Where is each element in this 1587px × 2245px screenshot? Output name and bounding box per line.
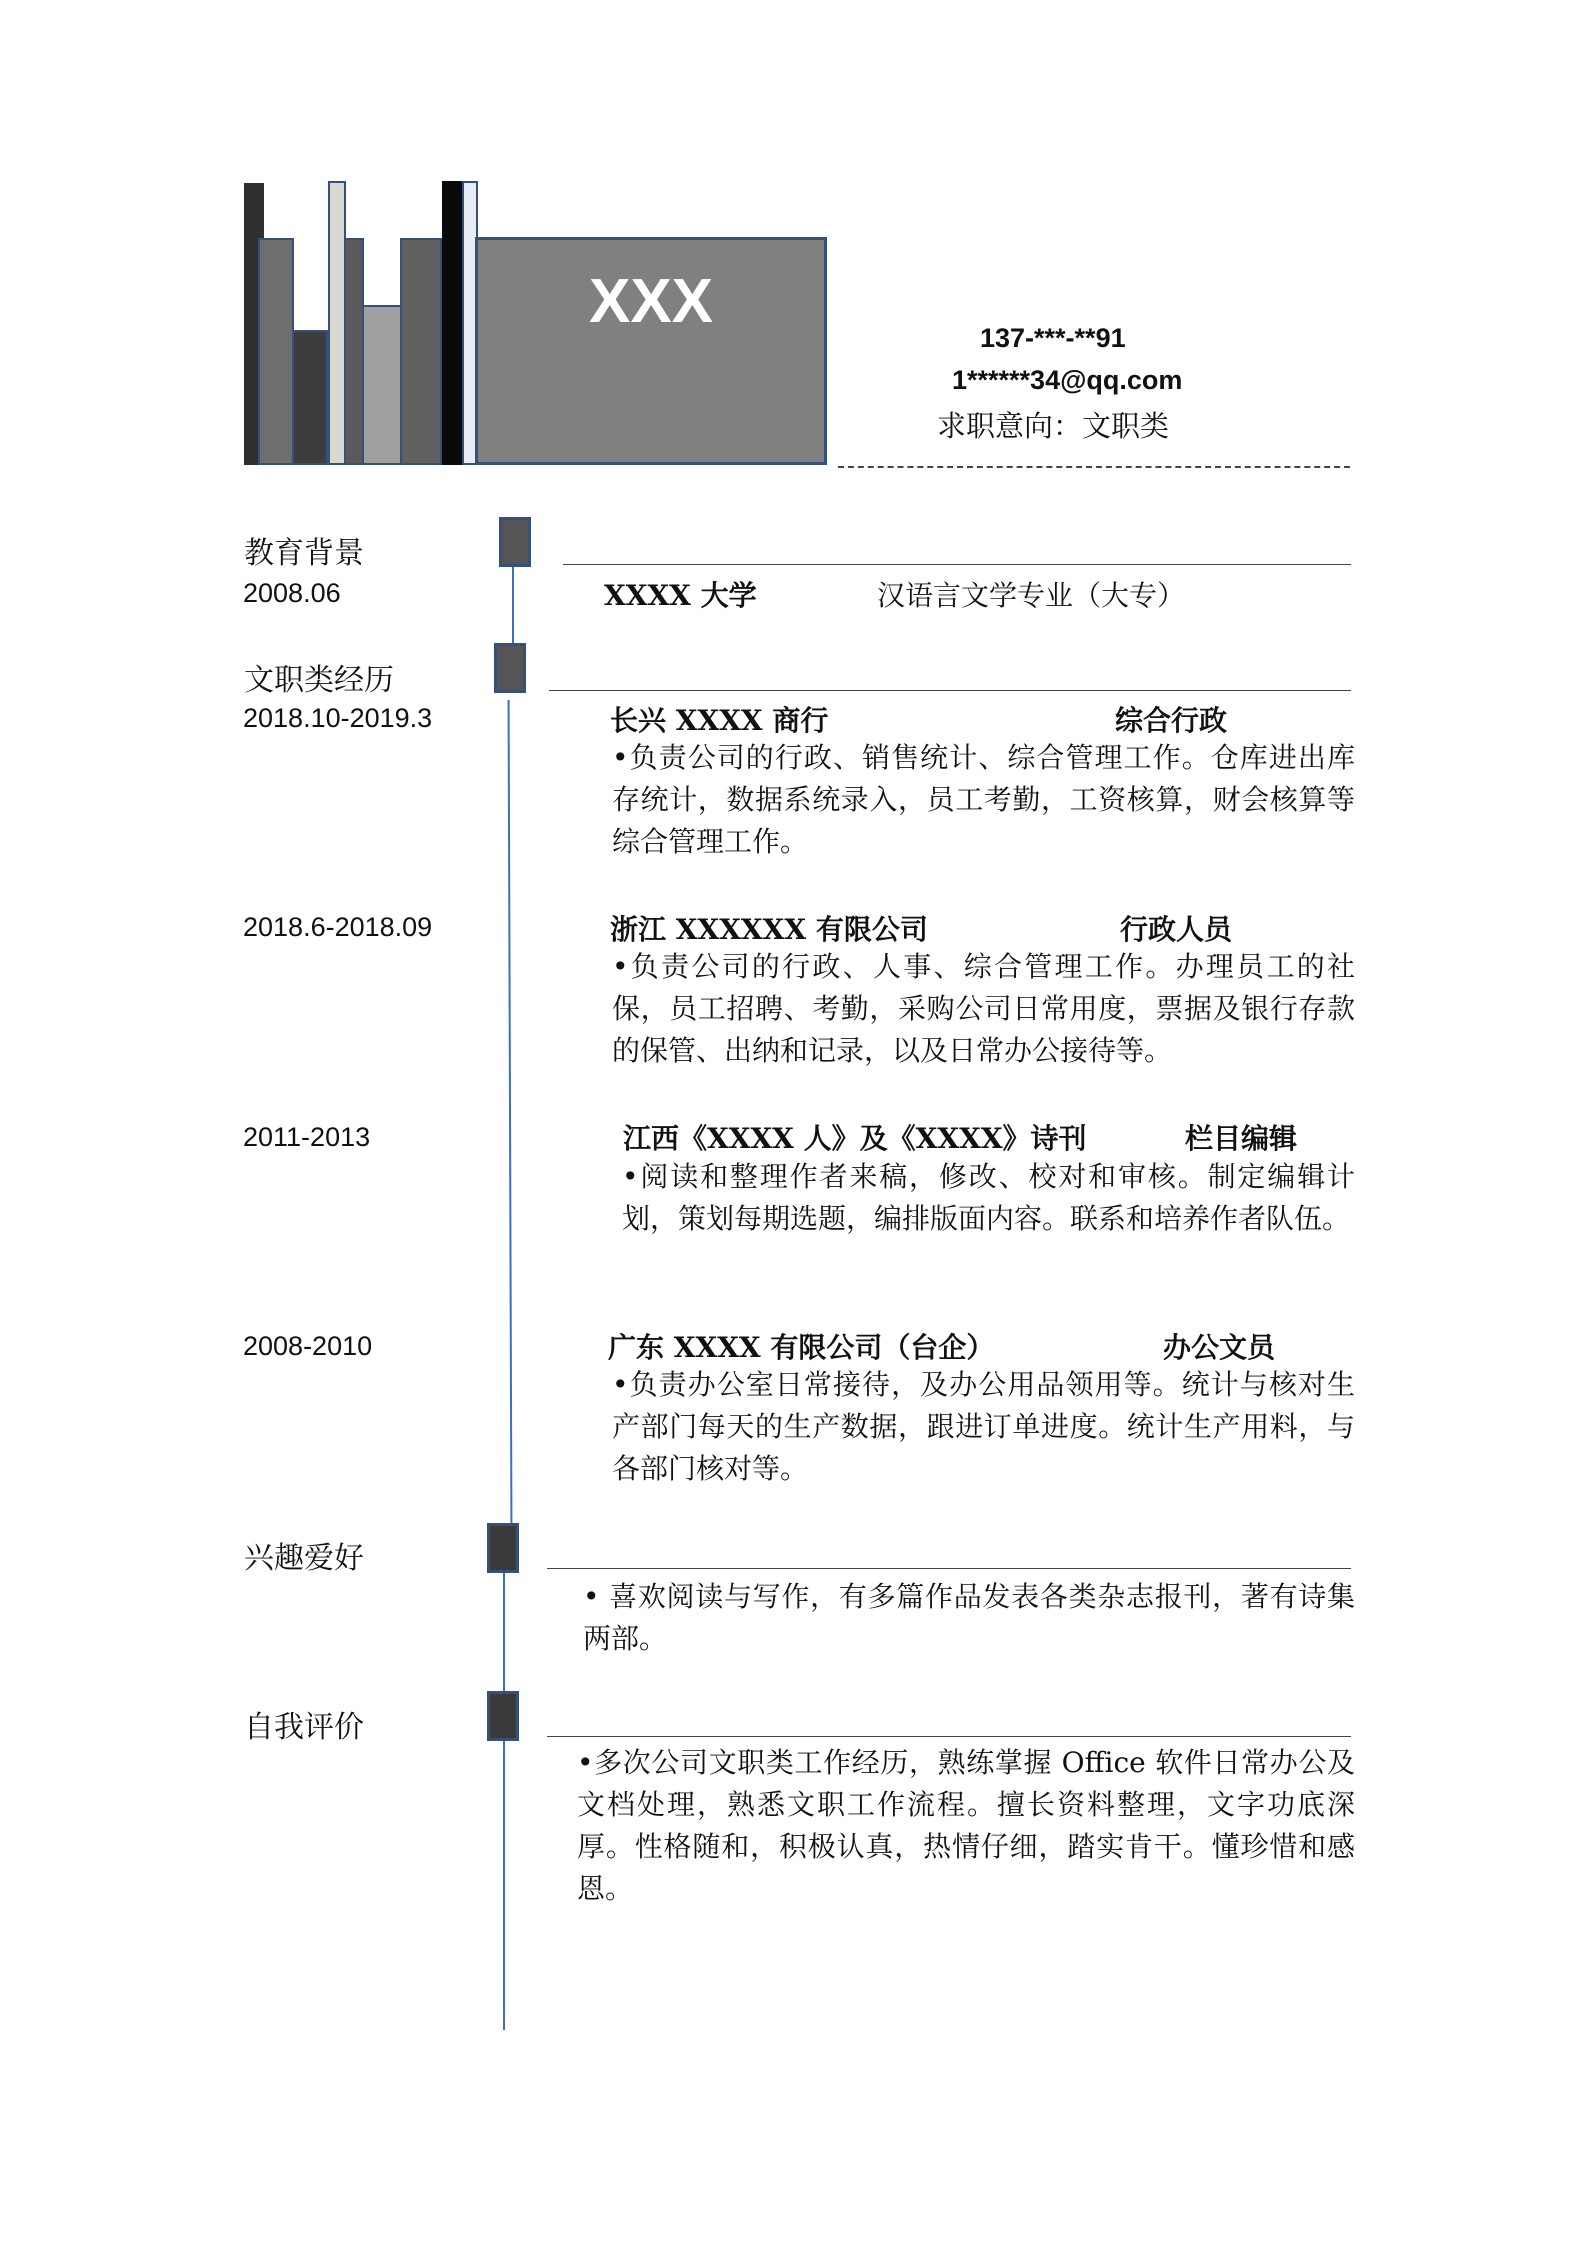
experience-date: 2018.10-2019.3: [243, 703, 433, 733]
education-school: XXXX 大学: [604, 579, 757, 612]
candidate-name: XXX: [588, 266, 714, 336]
experience-role: 栏目编辑: [1185, 1122, 1298, 1155]
section-marker-self-eval: [487, 1691, 519, 1741]
experience-role: 行政人员: [1120, 913, 1233, 946]
section-divider-self-eval: [547, 1736, 1351, 1737]
section-title-experience: 文职类经历: [244, 663, 394, 698]
section-marker-education: [499, 517, 531, 567]
section-title-hobbies: 兴趣爱好: [244, 1541, 364, 1576]
email: 1******34@qq.com: [952, 365, 1183, 395]
section-marker-experience: [494, 643, 526, 693]
decor-bar-2: [258, 238, 294, 465]
name-box: [475, 237, 827, 465]
phone: 137-***-**91: [980, 323, 1126, 353]
section-marker-hobbies: [487, 1523, 519, 1573]
experience-company: 浙江 XXXXXX 有限公司: [610, 913, 928, 946]
decor-bar-3: [292, 330, 328, 465]
experience-description: •负责办公室日常接待，及办公用品领用等。统计与核对生产部门每天的生产数据，跟进订单进度。统计生产用料，与各部门核对等。: [612, 1368, 1355, 1485]
section-divider-experience: [549, 690, 1351, 691]
experience-description: •负责公司的行政、销售统计、综合管理工作。仓库进出库存统计，数据系统录入，员工考勤，工资核算，财会核算等综合管理工作。: [612, 741, 1355, 858]
education-major: 汉语言文学专业（大专）: [877, 579, 1186, 612]
section-title-education: 教育背景: [244, 536, 364, 571]
decor-bar-6: [362, 305, 402, 465]
experience-role: 办公文员: [1163, 1331, 1276, 1364]
hobbies-text: • 喜欢阅读与写作，有多篇作品发表各类杂志报刊，著有诗集两部。: [583, 1580, 1355, 1655]
experience-description: •阅读和整理作者来稿，修改、校对和审核。制定编辑计划，策划每期选题，编排版面内容。联系和培养作者队伍。: [622, 1160, 1355, 1235]
job-intent: 求职意向：文职类: [937, 409, 1170, 443]
experience-role: 综合行政: [1115, 704, 1228, 737]
header-divider: [838, 466, 1350, 468]
education-date: 2008.06: [243, 578, 341, 608]
experience-date: 2018.6-2018.09: [243, 912, 433, 942]
experience-date: 2011-2013: [243, 1122, 371, 1152]
section-divider-hobbies: [547, 1568, 1351, 1569]
timeline-line: [508, 700, 513, 1525]
section-divider-education: [563, 564, 1351, 565]
decor-bar-8: [442, 181, 464, 465]
experience-company: 长兴 XXXX 商行: [610, 704, 829, 737]
decor-bar-7: [400, 238, 442, 465]
decor-bar-5: [344, 238, 364, 465]
section-title-self-eval: 自我评价: [244, 1710, 364, 1745]
experience-description: •负责公司的行政、人事、综合管理工作。办理员工的社保，员工招聘、考勤，采购公司日常用度，票据及银行存款的保管、出纳和记录，以及日常办公接待等。: [612, 950, 1355, 1067]
self-eval-text: •多次公司文职类工作经历，熟练掌握 Office 软件日常办公及文档处理，熟悉文职工作流程。擅长资料整理，文字功底深厚。性格随和，积极认真，热情仔细，踏实肯干。懂珍惜和感恩。: [577, 1746, 1355, 1905]
experience-company: 江西《XXXX 人》及《XXXX》诗刊: [623, 1122, 1087, 1155]
timeline-line: [503, 1525, 505, 2030]
experience-company: 广东 XXXX 有限公司（台企）: [608, 1331, 995, 1364]
experience-date: 2008-2010: [243, 1331, 373, 1361]
